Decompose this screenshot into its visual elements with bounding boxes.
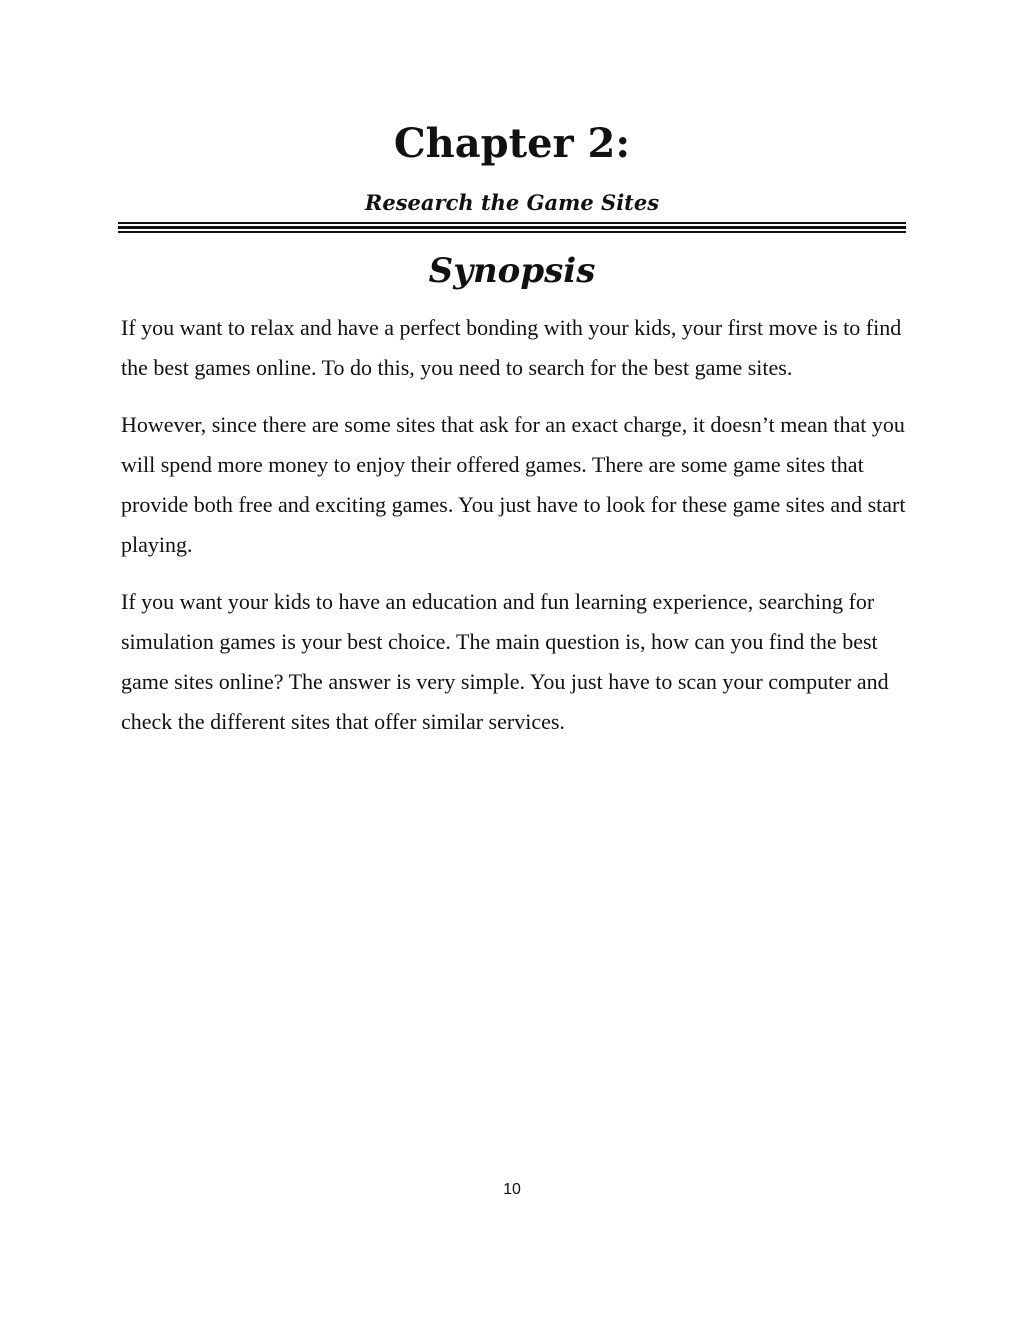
divider-line-bottom: [118, 231, 906, 233]
paragraph-1: If you want to relax and have a perfect bonding with your kids, your first move is to find the best games online. To do this, you need to search for the best game sites.: [121, 315, 902, 380]
divider-line-top: [118, 222, 906, 224]
divider-line-middle: [118, 226, 906, 229]
page-number: 10: [503, 1181, 521, 1198]
section-title: Synopsis: [428, 251, 596, 291]
chapter-title: Chapter 2:: [393, 120, 631, 167]
body-text: [121, 308, 911, 759]
paragraph-3: If you want your kids to have an education and fun learning experience, searching for simulation games is your best choice. The main question is, how can you find the best game sites online? The answer is very simple. You just have to scan your computer and check the different sites that offer similar services.: [121, 589, 889, 734]
paragraph-2: However, since there are some sites that ask for an exact charge, it doesn’t mean that you will spend more money to enjoy their offered games. There are some game sites that provide both free and exciting games. You just have to look for these game sites and start playing.: [121, 412, 906, 557]
chapter-subtitle: Research the Game Sites: [364, 190, 660, 215]
